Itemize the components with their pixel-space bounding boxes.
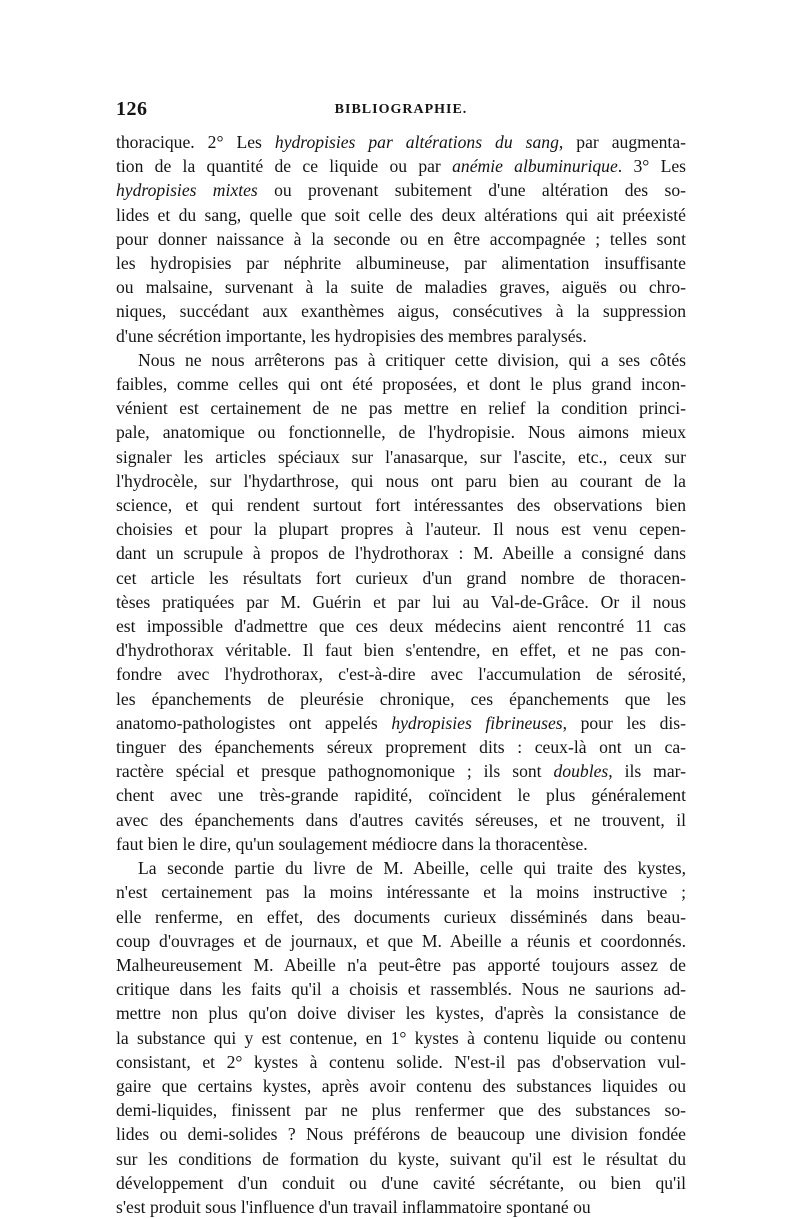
text-line: tion de la quantité de ce liquide ou par anémie albuminurique. 3° Les — [116, 156, 687, 177]
text-line: lides et du sang, quelle que soit celle des deux altérations qui ait préexisté — [116, 204, 686, 225]
text-line: pour donner naissance à la seconde ou en être accompagnée ; telles sont — [116, 228, 686, 249]
paragraph — [116, 856, 686, 1219]
page-number: 126 — [116, 98, 148, 120]
text-line: les épanchements de pleurésie chronique, ces épanchements que les — [116, 688, 686, 709]
text-line: développement d'un conduit ou d'une cavité sécrétante, ou bien qu'il — [116, 1172, 686, 1193]
text-line: demi-liquides, finissent par ne plus renfermer que des substances so- — [116, 1100, 686, 1121]
text-line: vénient est certainement de ne pas mettre en relief la condition princi- — [116, 398, 686, 419]
text-line: science, et qui rendent surtout fort intéressantes des observations bien — [116, 495, 686, 516]
paragraph — [116, 130, 686, 348]
text-line: pale, anatomique ou fonctionnelle, de l'hydropisie. Nous aimons mieux — [116, 422, 686, 443]
text-line: elle renferme, en effet, des documents curieux disséminés dans beau- — [116, 906, 686, 927]
text-line: ou malsaine, survenant à la suite de maladies graves, aiguës ou chro- — [116, 277, 686, 298]
text-line: tèses pratiquées par M. Guérin et par lui au Val-de-Grâce. Or il nous — [116, 591, 686, 612]
text-line: hydropisies mixtes ou provenant subitement d'une altération des so- — [116, 180, 686, 201]
text-line: faut bien le dire, qu'un soulagement médiocre dans la thoracentèse. — [116, 833, 588, 854]
text-line: n'est certainement pas la moins intéressante et la moins instructive ; — [116, 882, 686, 903]
text-line: les hydropisies par néphrite albumineuse, par alimentation insuffisante — [116, 253, 686, 274]
text-line: choisies et pour la plupart propres à l'auteur. Il nous est venu cepen- — [116, 519, 686, 540]
text-line: coup d'ouvrages et de journaux, et que M. Abeille a réunis et coordonnés. — [116, 930, 686, 951]
text-line: tinguer des épanchements séreux proprement dits : ceux-là ont un ca- — [116, 737, 686, 758]
running-header — [116, 98, 686, 126]
text-line: niques, succédant aux exanthèmes aigus, consécutives à la suppression — [116, 301, 686, 322]
text-line: Malheureusement M. Abeille n'a peut-être pas apporté toujours assez de — [116, 954, 686, 975]
document-page — [116, 98, 686, 1219]
text-line: lides ou demi-solides ? Nous préférons de beaucoup une division fondée — [116, 1124, 686, 1145]
text-line: critique dans les faits qu'il a choisis et rassemblés. Nous ne saurions ad- — [116, 979, 686, 1000]
text-line: l'hydrocèle, sur l'hydarthrose, qui nous ont paru bien au courant de la — [116, 470, 686, 491]
text-line: La seconde partie du livre de M. Abeille, celle qui traite des kystes, — [138, 858, 686, 879]
text-line: mettre non plus qu'on doive diviser les kystes, d'après la consistance de — [116, 1003, 686, 1024]
paragraph — [116, 348, 686, 856]
text-line: s'est produit sous l'influence d'un travail inflammatoire spontané ou — [116, 1196, 591, 1217]
text-line: fondre avec l'hydrothorax, c'est-à-dire avec l'accumulation de sérosité, — [116, 664, 686, 685]
text-line: cet article les résultats fort curieux d'un grand nombre de thoracen- — [116, 567, 686, 588]
text-line: avec des épanchements dans d'autres cavités séreuses, et ne trouvent, il — [116, 809, 686, 830]
body-text — [116, 130, 686, 1219]
text-line: d'hydrothorax véritable. Il faut bien s'entendre, en effet, et ne pas con- — [116, 640, 686, 661]
text-line: la substance qui y est contenue, en 1° kystes à contenu liquide ou contenu — [116, 1027, 686, 1048]
text-line: est impossible d'admettre que ces deux médecins aient rencontré 11 cas — [116, 616, 686, 637]
text-line: signaler les articles spéciaux sur l'anasarque, sur l'ascite, etc., ceux sur — [116, 446, 686, 467]
text-line: anatomo-pathologistes ont appelés hydropisies fibrineuses, pour les dis- — [116, 712, 686, 733]
text-line: ractère spécial et presque pathognomonique ; ils sont doubles, ils mar- — [116, 761, 686, 782]
text-line: dant un scrupule à propos de l'hydrothorax : M. Abeille a consigné dans — [116, 543, 686, 564]
text-line: faibles, comme celles qui ont été proposées, et dont le plus grand incon- — [116, 374, 686, 395]
text-line: sur les conditions de formation du kyste, suivant qu'il est le résultat du — [116, 1148, 686, 1169]
section-title: BIBLIOGRAPHIE. — [334, 102, 468, 117]
text-line: consistant, et 2° kystes à contenu solide. N'est-il pas d'observation vul- — [116, 1051, 686, 1072]
text-line: thoracique. 2° Les hydropisies par altérations du sang, par augmenta- — [116, 132, 686, 152]
text-line: d'une sécrétion importante, les hydropisies des membres paralysés. — [116, 325, 587, 346]
text-line: gaire que certains kystes, après avoir contenu des substances liquides ou — [116, 1075, 686, 1096]
text-line: Nous ne nous arrêterons pas à critiquer cette division, qui a ses côtés — [138, 349, 686, 370]
text-line: chent avec une très-grande rapidité, coïncident le plus généralement — [116, 785, 686, 806]
